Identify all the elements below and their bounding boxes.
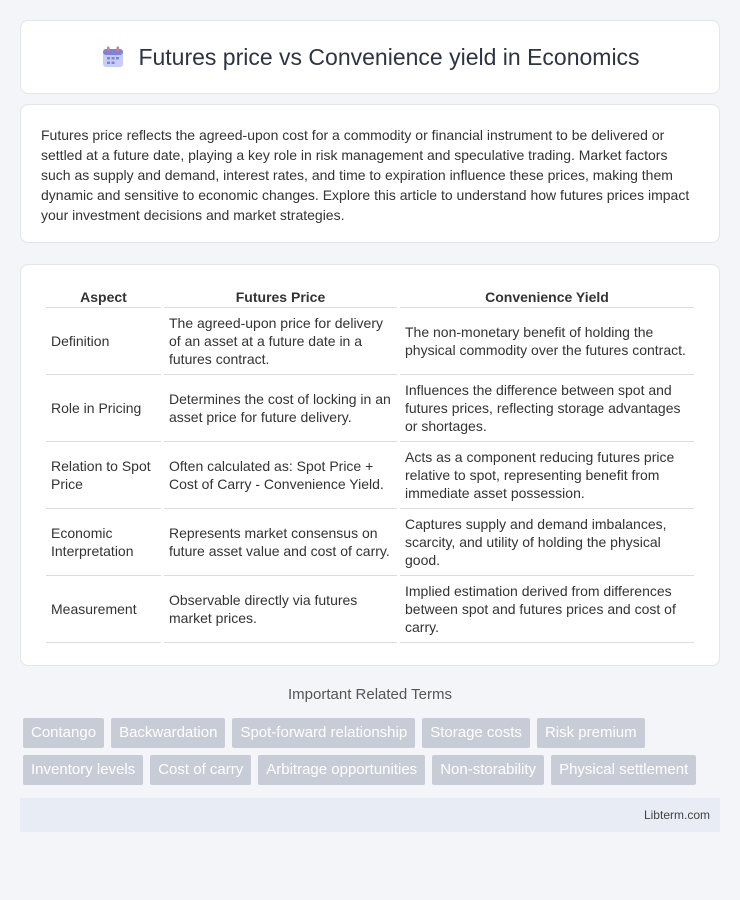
cell-aspect: Definition: [46, 308, 161, 375]
cell-futures-price: Represents market consensus on future asset value and cost of carry.: [164, 509, 397, 576]
cell-convenience-yield: Acts as a component reducing futures price relative to spot, representing benefit from immediate asset possession.: [400, 442, 694, 509]
header-futures-price: Futures Price: [164, 283, 397, 308]
footer: [20, 798, 720, 832]
header-convenience-yield: Convenience Yield: [400, 283, 694, 308]
tag-physical-settlement[interactable]: Physical settlement: [551, 755, 696, 785]
cell-convenience-yield: Influences the difference between spot and futures prices, reflecting storage advantages or shortages.: [400, 375, 694, 442]
tag-backwardation[interactable]: Backwardation: [111, 718, 225, 748]
intro-card: [20, 104, 720, 243]
tag-arbitrage-opportunities[interactable]: Arbitrage opportunities: [258, 755, 425, 785]
tag-storage-costs[interactable]: Storage costs: [422, 718, 530, 748]
related-terms-tags: [20, 718, 720, 785]
cell-aspect: Measurement: [46, 576, 161, 643]
title-card: [20, 20, 720, 94]
table-row: [46, 308, 694, 375]
tag-non-storability[interactable]: Non-storability: [432, 755, 544, 785]
page-title: Futures price vs Convenience yield in Economics: [138, 43, 640, 70]
calendar-icon: [100, 44, 126, 70]
tag-spot-forward-relationship[interactable]: Spot-forward relationship: [232, 718, 415, 748]
cell-futures-price: Observable directly via futures market prices.: [164, 576, 397, 643]
table-row: [46, 576, 694, 643]
cell-futures-price: The agreed-upon price for delivery of an asset at a future date in a futures contract.: [164, 308, 397, 375]
table-card: [20, 264, 720, 666]
table-row: [46, 375, 694, 442]
cell-futures-price: Often calculated as: Spot Price + Cost of Carry - Convenience Yield.: [164, 442, 397, 509]
cell-aspect: Relation to Spot Price: [46, 442, 161, 509]
cell-convenience-yield: Implied estimation derived from differences between spot and futures prices and cost of carry.: [400, 576, 694, 643]
tag-cost-of-carry[interactable]: Cost of carry: [150, 755, 251, 785]
footer-site-link[interactable]: Libterm.com: [643, 808, 710, 822]
related-terms-title: Important Related Terms: [288, 686, 452, 703]
intro-text: Futures price reflects the agreed-upon cost for a commodity or financial instrument to be delivered or settled at a future date, playing a key role in risk management and speculative trading. Market factors such as supply and demand, interest rates, and time to expiration influence these prices, making them dynamic and sensitive to economic changes. Explore this article to understand how futures prices impact your investment decisions and market strategies.: [41, 127, 690, 223]
cell-aspect: Economic Interpretation: [46, 509, 161, 576]
cell-aspect: Role in Pricing: [46, 375, 161, 442]
cell-convenience-yield: The non-monetary benefit of holding the physical commodity over the futures contract.: [400, 308, 694, 375]
header-aspect: Aspect: [46, 283, 161, 308]
cell-convenience-yield: Captures supply and demand imbalances, scarcity, and utility of holding the physical good.: [400, 509, 694, 576]
table-row: [46, 509, 694, 576]
tag-contango[interactable]: Contango: [23, 718, 104, 748]
table-row: [46, 442, 694, 509]
comparison-table: [43, 283, 697, 643]
tag-inventory-levels[interactable]: Inventory levels: [23, 755, 143, 785]
table-header-row: [46, 283, 694, 308]
cell-futures-price: Determines the cost of locking in an asset price for future delivery.: [164, 375, 397, 442]
tag-risk-premium[interactable]: Risk premium: [537, 718, 645, 748]
